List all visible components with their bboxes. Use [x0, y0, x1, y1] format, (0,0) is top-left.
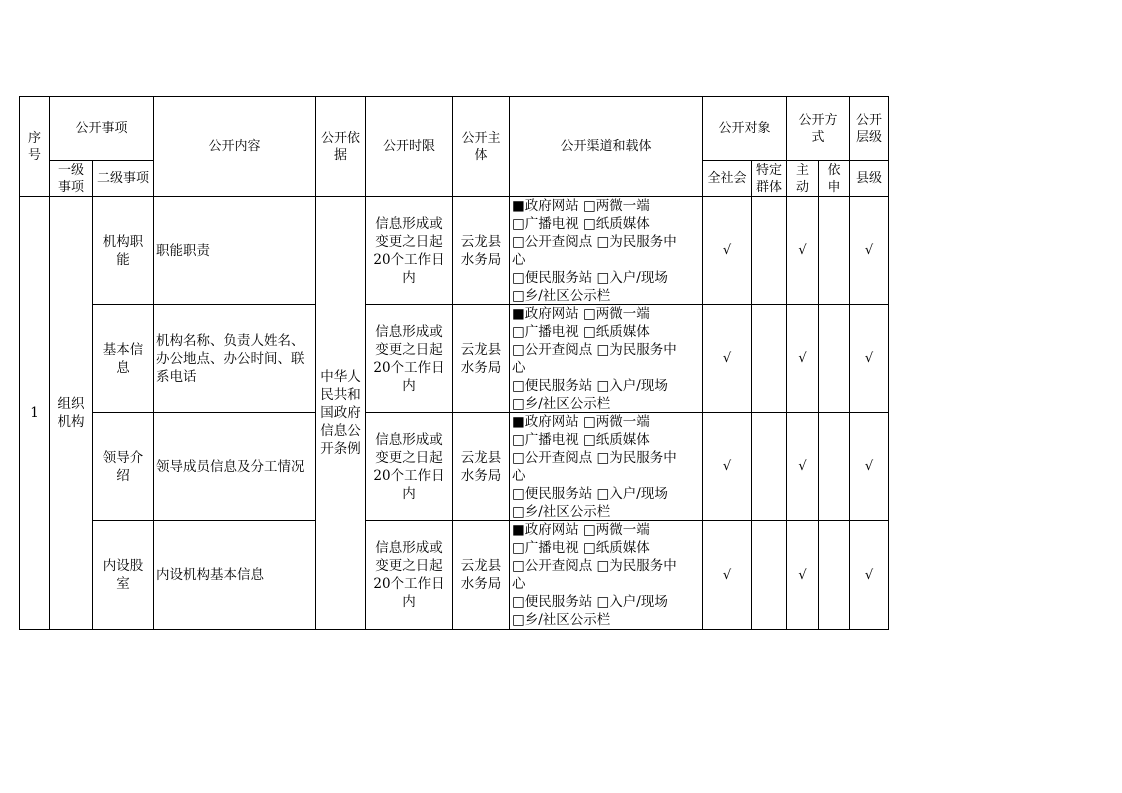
channel-line: □公开查阅点 □为民服务中 — [512, 450, 677, 466]
header-target-all: 全社会 — [707, 171, 747, 186]
row-method-active: √ — [798, 351, 807, 366]
row-method-request — [819, 413, 849, 520]
group-seq: 1 — [30, 405, 39, 421]
row-target-all: √ — [722, 243, 732, 258]
row-target-special — [752, 305, 786, 412]
header-method-request: 依申 — [827, 162, 841, 195]
channel-line: 心 — [512, 360, 526, 376]
row-channels — [512, 413, 702, 521]
header-level1: 一级事项 — [57, 162, 84, 195]
header-method-active: 主动 — [795, 162, 809, 195]
row-level-county: √ — [864, 567, 874, 583]
row-method-request — [819, 197, 849, 304]
row-content: 机构名称、负责人姓名、办公地点、办公时间、联系电话 — [156, 332, 305, 385]
table-bottom-border — [19, 629, 889, 630]
channel-line: 心 — [512, 252, 526, 268]
col-border-13 — [888, 96, 889, 630]
channel-line: □广播电视 □纸质媒体 — [512, 324, 650, 340]
group-basis: 中华人民共和国政府信息公开条例 — [320, 369, 361, 457]
header-level-county: 县级 — [855, 171, 882, 186]
row-level2: 领导介绍 — [102, 449, 144, 484]
row-time: 信息形成或变更之日起20个工作日内 — [373, 431, 445, 502]
row-method-active: √ — [798, 567, 807, 583]
row-target-special — [752, 521, 786, 629]
channel-line: □公开查阅点 □为民服务中 — [512, 342, 677, 358]
channel-line: □便民服务站 □入户/现场 — [512, 378, 668, 394]
channel-line: □广播电视 □纸质媒体 — [512, 540, 650, 556]
row-target-special — [752, 197, 786, 304]
header-seq: 序号 — [27, 130, 41, 163]
row-level-county: √ — [864, 459, 874, 474]
row-target-special — [752, 413, 786, 520]
header-level2: 二级事项 — [97, 171, 150, 186]
row-level2: 基本信息 — [102, 341, 144, 376]
channel-line: □公开查阅点 □为民服务中 — [512, 234, 677, 250]
header-target: 公开对象 — [718, 121, 771, 136]
header-subject: 公开主体 — [461, 130, 501, 163]
row-channels — [512, 305, 702, 413]
channel-line: ■政府网站 □两微一端 — [512, 198, 650, 214]
channel-line: ■政府网站 □两微一端 — [512, 414, 650, 430]
row-subject: 云龙县水务局 — [460, 449, 502, 484]
header-basis: 公开依据 — [321, 130, 361, 163]
row-content: 职能职责 — [156, 242, 210, 259]
header-target-special: 特定群体 — [755, 162, 782, 195]
row-level2: 内设股室 — [102, 558, 144, 592]
header-content: 公开内容 — [208, 139, 261, 154]
row-level2: 机构职能 — [102, 233, 144, 268]
group-level1: 组织机构 — [57, 396, 85, 430]
row-target-all: √ — [722, 567, 732, 583]
row-level-county: √ — [864, 243, 874, 258]
row-time: 信息形成或变更之日起20个工作日内 — [373, 215, 445, 286]
row-content: 领导成员信息及分工情况 — [156, 458, 305, 475]
header-items: 公开事项 — [75, 121, 128, 136]
row-target-all: √ — [722, 351, 732, 366]
row-channels — [512, 197, 702, 305]
header-level: 公开层级 — [855, 112, 882, 145]
header-time: 公开时限 — [382, 139, 435, 154]
row-subject: 云龙县水务局 — [460, 341, 502, 376]
row-method-active: √ — [798, 459, 807, 474]
row-target-all: √ — [722, 459, 732, 474]
channel-line: □乡/社区公示栏 — [512, 612, 611, 628]
channel-line: □乡/社区公示栏 — [512, 288, 611, 304]
channel-line: ■政府网站 □两微一端 — [512, 306, 650, 322]
row-method-request — [819, 305, 849, 412]
channel-line: □便民服务站 □入户/现场 — [512, 486, 668, 502]
channel-line: 心 — [512, 468, 526, 484]
row-method-request — [819, 521, 849, 629]
channel-line: □公开查阅点 □为民服务中 — [512, 558, 677, 574]
row-method-active: √ — [798, 243, 807, 258]
channel-line: 心 — [512, 576, 526, 592]
row-channels — [512, 521, 702, 629]
row-time: 信息形成或变更之日起20个工作日内 — [373, 323, 445, 394]
channel-line: □乡/社区公示栏 — [512, 396, 611, 412]
channel-line: □广播电视 □纸质媒体 — [512, 216, 650, 232]
channel-line: □便民服务站 □入户/现场 — [512, 594, 668, 610]
header-channel: 公开渠道和载体 — [560, 139, 652, 154]
row-level-county: √ — [864, 351, 874, 366]
channel-line: □广播电视 □纸质媒体 — [512, 432, 650, 448]
row-subject: 云龙县水务局 — [460, 233, 502, 268]
header-method: 公开方式 — [798, 112, 838, 145]
channel-line: ■政府网站 □两微一端 — [512, 522, 650, 538]
channel-line: □便民服务站 □入户/现场 — [512, 270, 668, 286]
row-time: 信息形成或变更之日起20个工作日内 — [373, 540, 445, 610]
row-subject: 云龙县水务局 — [460, 558, 502, 592]
row-content: 内设机构基本信息 — [156, 567, 264, 583]
channel-line: □乡/社区公示栏 — [512, 504, 611, 520]
